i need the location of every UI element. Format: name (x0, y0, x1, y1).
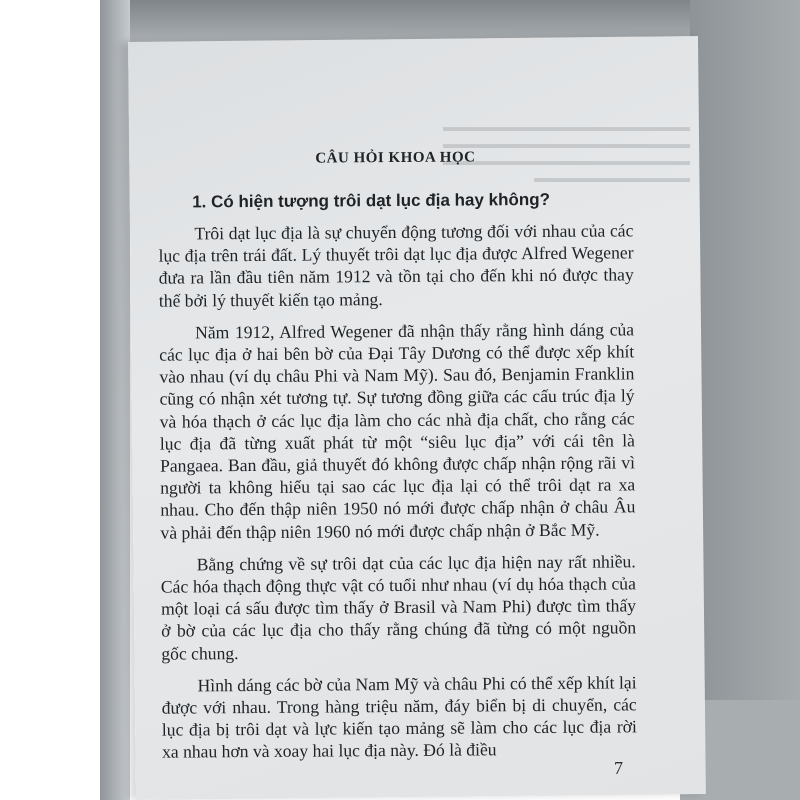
bleed-through-text: ▬▬▬▬▬▬▬▬▬▬▬▬▬▬▬▬▬▬▬ ▬▬▬▬▬▬▬▬▬▬▬▬▬▬▬▬▬▬▬ ▬▬▬▬▬▬▬▬▬▬▬▬▬▬▬▬▬▬▬ ▬▬▬▬▬▬▬▬▬▬▬▬ (443, 119, 690, 185)
page-content (158, 148, 637, 773)
paragraph-2: Năm 1912, Alfred Wegener đã nhận thấy rằng hình dáng của các lục địa ở hai bên bờ của Đại Tây Dương có thể được xếp khít vào nhau (ví dụ châu Phi và Nam Mỹ). Sau đó, Benjamin Franklin cũng có nhận xét tương tự. Sự tương đồng giữa các cấu trúc địa lý và hóa thạch ở các lục địa làm cho các nhà địa chất, cho rằng các lục địa đã từng xuất phát từ một “siêu lục địa” với cái tên là Pangaea. Ban đầu, giả thuyết đó không được chấp nhận rộng rãi vì người ta không hiểu tại sao các lục địa lại có thể trôi dạt ra xa nhau. Cho đến thập niên 1950 nó mới được chấp nhận ở châu Âu và phải đến thập niên 1960 nó mới được chấp nhận ở Bắc Mỹ. (159, 319, 636, 543)
paragraph-1: Trôi dạt lục địa là sự chuyển động tương đối với nhau của các lục địa trên trái đất. Lý thuyết trôi dạt lục địa được Alfred Wegener đưa ra lần đầu tiên năm 1912 và tồn tại cho đến khi nó được thay thế bởi lý thuyết kiến tạo mảng. (158, 220, 634, 311)
page-number: 7 (614, 758, 623, 778)
paragraph-3: Bằng chứng về sự trôi dạt của các lục địa hiện nay rất nhiều. Các hóa thạch động thực vật có tuổi như nhau (ví dụ hóa thạch của một loại cá sấu được tìm thấy ở Brasil và Nam Phi) được tìm thấy ở bờ của các lục địa cho thấy rằng chúng đã từng có một nguồn gốc chung. (160, 551, 637, 664)
background-left (0, 0, 100, 800)
background-right (690, 0, 800, 800)
paragraph-4: Hình dáng các bờ của Nam Mỹ và châu Phi có thể xếp khít lại được với nhau. Trong hàng triệu năm, đáy biển bị di chuyển, các lục địa bị trôi dạt và lực kiến tạo mảng sẽ làm cho các lục địa rời xa nhau hơn và xoay hai lục địa này. Đó là điều (161, 672, 637, 763)
section-heading: 1. Có hiện tượng trôi dạt lục địa hay không? (192, 189, 551, 212)
chapter-title: CÂU HỎI KHOA HỌC (315, 149, 476, 167)
page-edge-shadow (100, 0, 130, 800)
